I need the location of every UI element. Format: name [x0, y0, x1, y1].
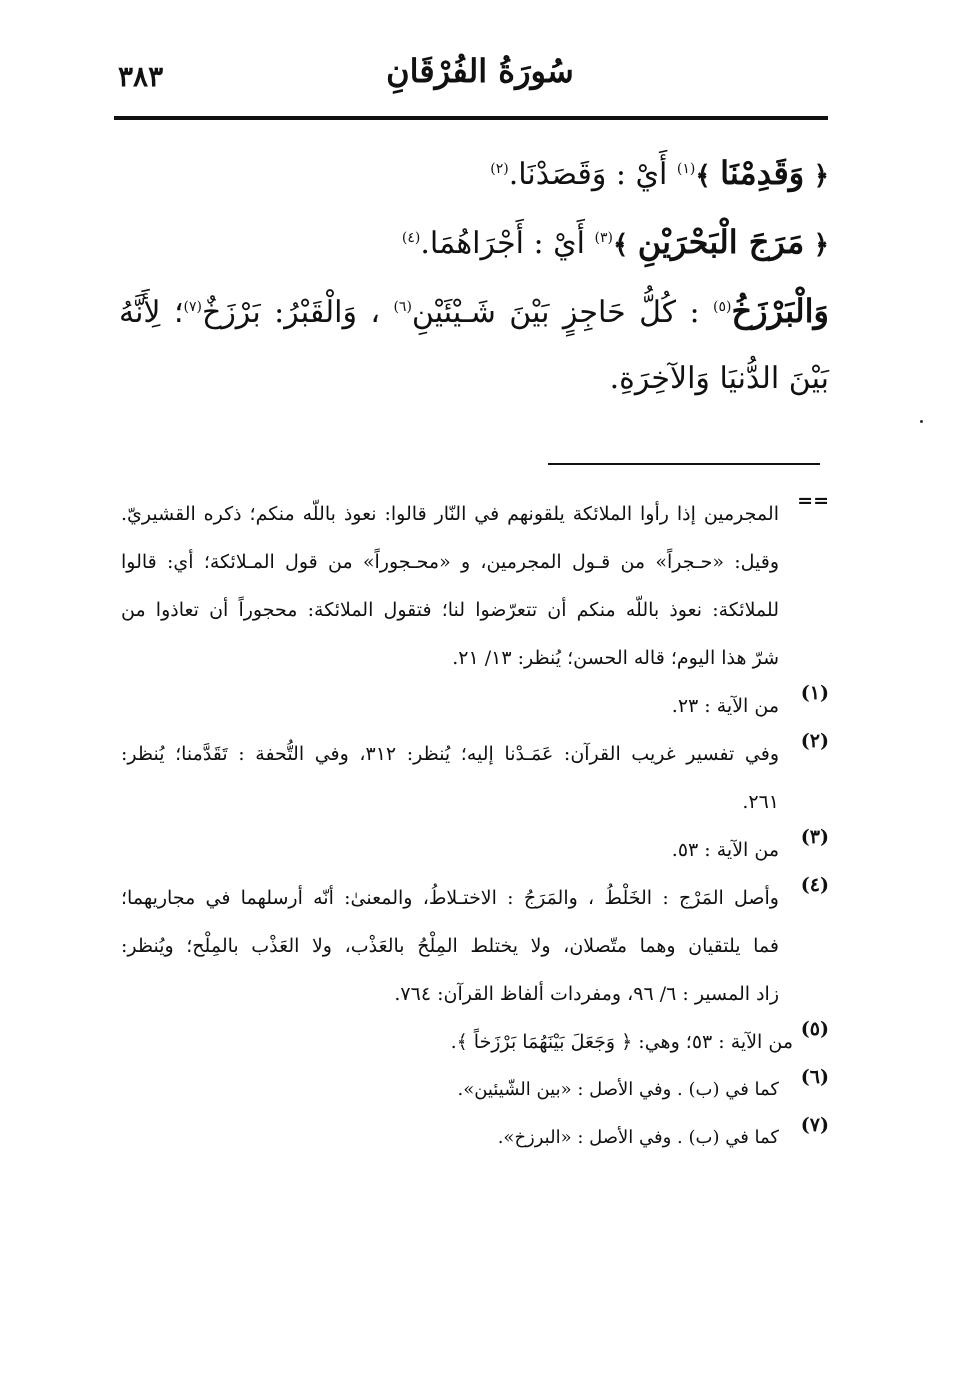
quran-bracket-open: ﴿ — [813, 230, 829, 260]
gloss-text: أَيْ : وَقَصَدْنَا. — [508, 157, 668, 192]
main-text — [119, 140, 829, 412]
footnote-ref: (٢) — [490, 161, 509, 177]
gloss-text: أَيْ : أَجْرَاهُمَا. — [420, 226, 585, 261]
footnote-line: من الآية : ٥٣. — [671, 839, 779, 861]
footnote-line: من الآية : ٢٣. — [671, 695, 779, 717]
footnote-ref: (٤) — [401, 230, 421, 246]
quran-phrase: مَرَجَ الْبَحْرَيْنِ — [637, 223, 805, 261]
quran-phrase: وَقَدِمْنَا — [720, 154, 805, 192]
footnote-number: (٦) — [800, 1066, 829, 1088]
footnote-6 — [121, 1066, 829, 1114]
gloss-text: بَيْنَ الدُّنيَا وَالآخِرَةِ. — [609, 361, 829, 396]
footnote-ref: (٣) — [594, 230, 613, 246]
footnote-line: وفي تفسير غريب القرآن: عَمَـدْنا إليه؛ يُنظر: ٣١٢، وفي التُّحفة : تَقَدَّمنا؛ يُنظر: — [121, 743, 779, 765]
quran-bracket-close: ﴾ — [612, 230, 629, 260]
footnote-2 — [121, 730, 829, 826]
footnote-number: (٥) — [800, 1018, 829, 1040]
footnote-number: (٧) — [800, 1114, 829, 1136]
stray-mark — [920, 420, 923, 423]
footnote-line: المجرمين إذا رأوا الملائكة يلقونهم في النّار قالوا: نعوذ باللّه منكم؛ ذكره القشيريّ. — [121, 503, 779, 525]
footnote-number: (٤) — [800, 874, 829, 896]
footnote-continuation — [121, 490, 829, 682]
header-rule — [114, 116, 828, 120]
footnote-number: (٢) — [800, 730, 829, 752]
gloss-text: : كُلُّ حَاجِزٍ بَيْنَ شَـيْئَيْنِ — [411, 295, 700, 330]
footnote-ref: (٦) — [393, 299, 412, 315]
gloss-text: ؛ لِأَنَّهُ — [119, 295, 184, 330]
footnote-line: كما في (ب) . وفي الأصل : «البرزخ». — [497, 1127, 779, 1148]
footnote-5 — [121, 1018, 829, 1066]
main-line-4 — [119, 346, 829, 412]
footnote-line: من الآية : ٥٣؛ وهي: ﴿ وَجَعَلَ بَيْنَهُمَا بَرْزَخاً ﴾. — [450, 1031, 793, 1053]
footnote-line: للملائكة: نعوذ باللّه منكم أن تتعرّضوا لنا؛ فتقول الملائكة: محجوراً أن تعاذوا من — [121, 599, 779, 621]
gloss-text: ، وَالْقَبْرُ: بَرْزَخٌ — [201, 295, 381, 330]
continuation-mark: == — [797, 490, 829, 512]
footnote-line: كما في (ب) . وفي الأصل : «بين الشّيئين». — [457, 1079, 779, 1100]
footnote-line: شرّ هذا اليوم؛ قاله الحسن؛ يُنظر: ١٣/ ٢١. — [452, 647, 779, 669]
footnote-number: (٣) — [800, 826, 829, 848]
footnote-line: وأصل المَرْج : الخَلْطُ ، والمَرَجُ : الاختـلاطُ، والمعنىٰ: أنّه أرسلهما في مجاريهما؛ — [121, 887, 779, 909]
main-line-1 — [119, 140, 829, 209]
page-number: ٣٨٣ — [118, 60, 164, 93]
footnote-ref: (١) — [676, 161, 696, 177]
footnote-ref: (٧) — [183, 299, 202, 315]
surah-title: سُورَةُ الفُرْقَانِ — [386, 52, 574, 90]
main-line-3 — [119, 278, 829, 346]
quran-bracket-close: ﴾ — [695, 161, 711, 191]
footnote-separator — [548, 463, 820, 465]
footnote-line: وقيل: «حـجراً» من قـول المجرمين، و «محـجوراً» من قول المـلائكة؛ أي: قالوا — [121, 551, 779, 573]
footnote-line: زاد المسير : ٦/ ٩٦، ومفردات ألفاظ القرآن: ٧٦٤. — [394, 983, 779, 1005]
footnote-3 — [121, 826, 829, 874]
footnote-number: (١) — [800, 682, 829, 704]
footnote-line: ٢٦١. — [742, 791, 779, 813]
quran-bracket-open: ﴿ — [813, 161, 829, 191]
gloss-term: وَالْبَرْزَخُ — [731, 292, 829, 330]
footnote-7 — [121, 1114, 829, 1162]
footnote-line: فما يلتقيان وهما متّصلان، ولا يختلط المِلْحُ بالعَذْب، ولا العَذْب بالمِلْح؛ ويُنظر: — [121, 935, 779, 957]
footnote-1 — [121, 682, 829, 730]
footnote-ref: (٥) — [712, 299, 732, 315]
footnotes — [121, 490, 829, 1162]
footnote-4 — [121, 874, 829, 1018]
main-line-2 — [119, 209, 829, 278]
